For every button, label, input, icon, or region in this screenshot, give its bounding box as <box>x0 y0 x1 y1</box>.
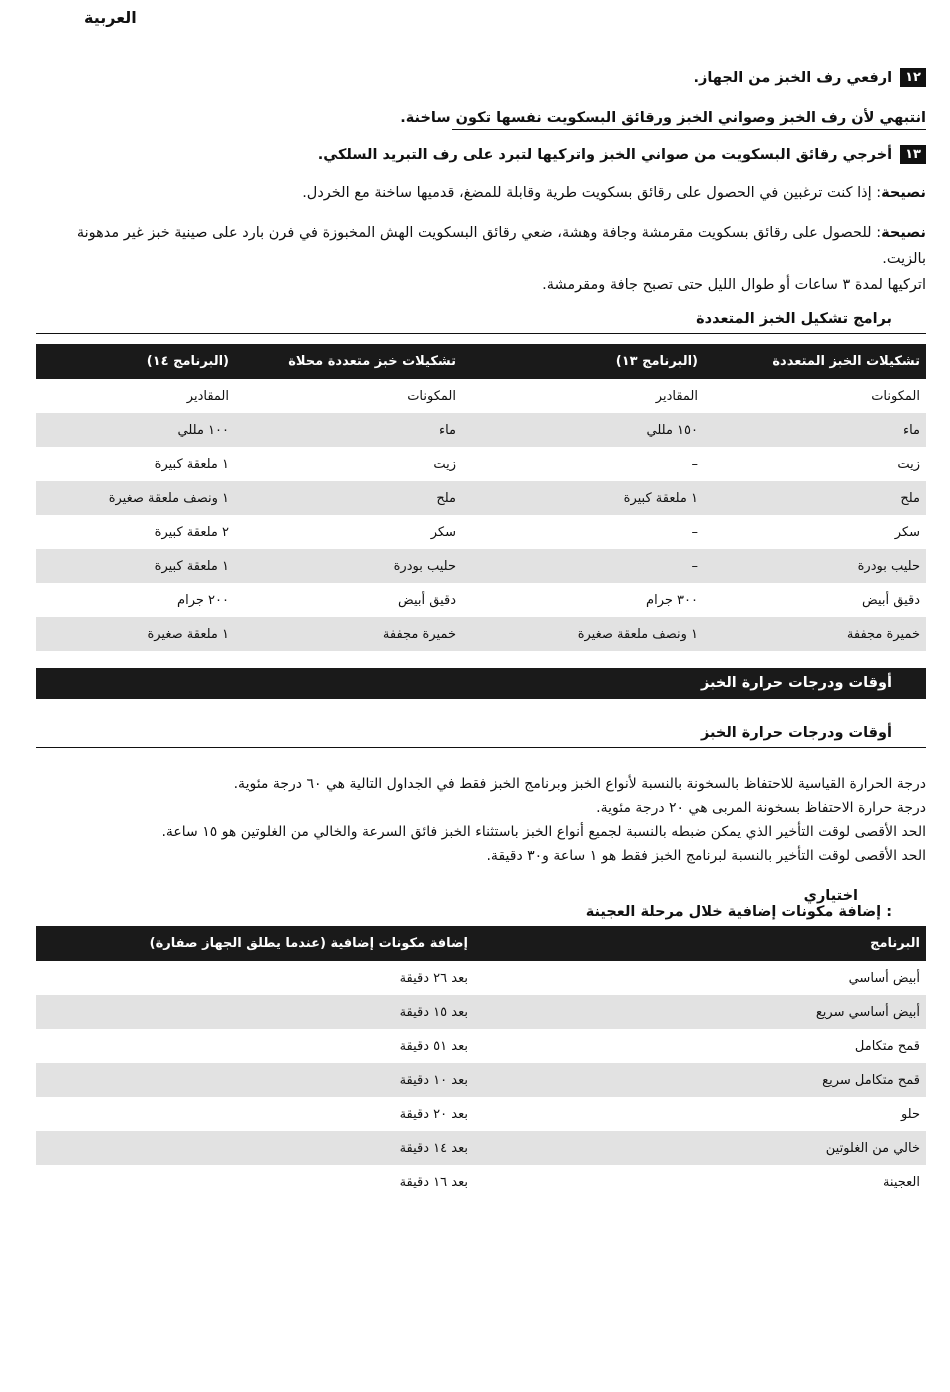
step-number: ١٢ <box>900 68 926 87</box>
table-cell: أبيض أساسي سريع <box>474 995 926 1029</box>
paragraph: الحد الأقصى لوقت التأخير بالنسبة لبرنامج الخبز فقط هو ١ ساعة و٣٠ دقيقة. <box>486 848 926 864</box>
tip-text-line2: اتركيها لمدة ٣ ساعات أو طوال الليل حتى تصبح جافة ومقرمشة. <box>542 277 926 293</box>
table-cell: ملح <box>704 481 926 515</box>
table-cell: خالي من الغلوتين <box>474 1131 926 1165</box>
table-row <box>36 1063 926 1097</box>
column-header: البرنامج <box>474 926 926 961</box>
table-cell: المقادير <box>655 388 698 404</box>
section-band-times <box>36 668 926 699</box>
section-heading-multi <box>36 311 926 334</box>
step-text: أخرجي رقائق البسكويت من صواني الخبز واتركيها لتبرد على رف التبريد السلكي. <box>317 146 893 163</box>
table-cell: المقادير <box>186 388 229 404</box>
table-cell: ١ ملعقة كبيرة <box>462 481 704 515</box>
table-cell: أبيض أساسي <box>848 970 920 986</box>
column-header: إضافة مكونات إضافية (عندما يطلق الجهاز صفارة) <box>36 926 474 961</box>
table-header-row <box>36 926 926 961</box>
table-cell: العجينة <box>882 1174 920 1190</box>
table-cell: دقيق أبيض <box>862 592 920 608</box>
optional-text: : إضافة مكونات إضافية خلال مرحلة العجينة <box>585 904 892 920</box>
table-cell: ٢٠٠ جرام <box>177 592 229 608</box>
table-cell: قمح متكامل سريع <box>474 1063 926 1097</box>
heading-text: أوقات ودرجات حرارة الخبز <box>700 725 892 741</box>
band-text: أوقات ودرجات حرارة الخبز <box>700 675 892 691</box>
step-number: ١٣ <box>900 145 926 164</box>
table-cell: ماء <box>235 413 462 447</box>
table-cell: زيت <box>897 456 920 472</box>
table-cell: ١٠٠ مللي <box>36 413 235 447</box>
column-header: (البرنامج ١٤) <box>36 344 235 379</box>
tip-1 <box>36 180 926 206</box>
table-cell: – <box>691 456 698 472</box>
table-cell: خميرة مجففة <box>704 617 926 651</box>
table-cell: ١ ملعقة كبيرة <box>154 456 229 472</box>
table-cell: سكر <box>894 524 920 540</box>
table-cell: ١ ونصف ملعقة صغيرة <box>462 617 704 651</box>
addins-table <box>36 926 926 1199</box>
tip-label: نصيحة <box>881 185 926 201</box>
column-header: (البرنامج ١٣) <box>462 344 704 379</box>
table-row <box>36 583 926 617</box>
table-cell: بعد ١٥ دقيقة <box>36 995 474 1029</box>
table-cell: حلو <box>900 1106 920 1122</box>
table-row <box>36 617 926 651</box>
table-cell: ١ ونصف ملعقة صغيرة <box>36 481 235 515</box>
column-header: تشكيلات الخبز المتعددة <box>704 344 926 379</box>
language-label: العربية <box>84 8 137 27</box>
table-row <box>36 447 926 481</box>
tip-text: : إذا كنت ترغبين في الحصول على رقائق بسكويت طرية وقابلة للمضغ، قدميها ساخنة مع الخردل. <box>302 185 882 201</box>
table-cell: بعد ١٦ دقيقة <box>399 1174 468 1190</box>
step-13 <box>318 145 926 164</box>
table-cell: بعد ١٠ دقيقة <box>36 1063 474 1097</box>
table-row <box>36 995 926 1029</box>
paragraph: درجة الحرارة القياسية للاحتفاظ بالسخونة بالنسبة لأنواع الخبز وبرنامج الخبز فقط في الجداول التالية هي ٦٠ درجة مئوية. <box>233 776 926 792</box>
table-cell: ٢ ملعقة كبيرة <box>154 524 229 540</box>
table-cell: خميرة مجففة <box>235 617 462 651</box>
table-cell: – <box>462 549 704 583</box>
table-row <box>36 1131 926 1165</box>
column-header: تشكيلات خبز متعددة محلاة <box>235 344 462 379</box>
caution-note: انتبهي لأن رف الخبز وصواني الخبز ورقائق البسكويت نفسها تكون ساخنة. <box>452 110 926 130</box>
table-row <box>36 549 926 583</box>
tip-text: : للحصول على رقائق بسكويت مقرمشة وجافة وهشة، ضعي رقائق البسكويت الهش المخبوزة في فرن بارد على صينية خبز غير مدهونة بالزيت. <box>76 225 926 267</box>
table-cell: حليب بودرة <box>235 549 462 583</box>
table-cell: المكونات <box>407 388 456 404</box>
paragraph: درجة حرارة الاحتفاظ بسخونة المربى هي ٢٠ درجة مئوية. <box>596 800 926 816</box>
table-row <box>36 413 926 447</box>
tip-2 <box>36 220 926 298</box>
table-cell: سكر <box>430 524 456 540</box>
table-cell: بعد ٢٠ دقيقة <box>399 1106 468 1122</box>
times-paragraphs <box>36 772 926 868</box>
paragraph: الحد الأقصى لوقت التأخير الذي يمكن ضبطه بالنسبة لجميع أنواع الخبز باستثناء الخبز فائق السرعة والخالي من الغلوتين هو ١٥ ساعة. <box>161 824 926 840</box>
heading-text: برامج تشكيل الخبز المتعددة <box>696 311 892 327</box>
table-cell: ١٥٠ مللي <box>462 413 704 447</box>
table-cell: قمح متكامل <box>854 1038 920 1054</box>
table-cell: المكونات <box>871 388 920 404</box>
table-cell: دقيق أبيض <box>398 592 456 608</box>
step-12 <box>694 68 927 87</box>
table-cell: ١ ملعقة كبيرة <box>36 549 235 583</box>
step-text: ارفعي رف الخبز من الجهاز. <box>693 69 893 86</box>
table-cell: بعد ١٤ دقيقة <box>36 1131 474 1165</box>
table-row <box>36 481 926 515</box>
table-cell: ١ ملعقة صغيرة <box>36 617 235 651</box>
table-cell: ٣٠٠ جرام <box>646 592 698 608</box>
table-row <box>36 515 926 549</box>
table-cell: حليب بودرة <box>704 549 926 583</box>
table-header-row <box>36 344 926 379</box>
optional-label: اختياري <box>803 888 858 904</box>
table-cell: بعد ٢٦ دقيقة <box>399 970 468 986</box>
table-cell: زيت <box>433 456 456 472</box>
table-cell: ملح <box>235 481 462 515</box>
tip-label: نصيحة <box>881 225 926 241</box>
table-cell: ماء <box>704 413 926 447</box>
multi-bread-table <box>36 344 926 651</box>
table-row <box>36 379 926 413</box>
table-row <box>36 1097 926 1131</box>
table-row <box>36 1165 926 1199</box>
table-cell: – <box>691 524 698 540</box>
table-cell: بعد ٥١ دقيقة <box>399 1038 468 1054</box>
table-row <box>36 961 926 995</box>
optional-heading <box>36 888 926 920</box>
table-row <box>36 1029 926 1063</box>
section-heading-times <box>36 725 926 748</box>
